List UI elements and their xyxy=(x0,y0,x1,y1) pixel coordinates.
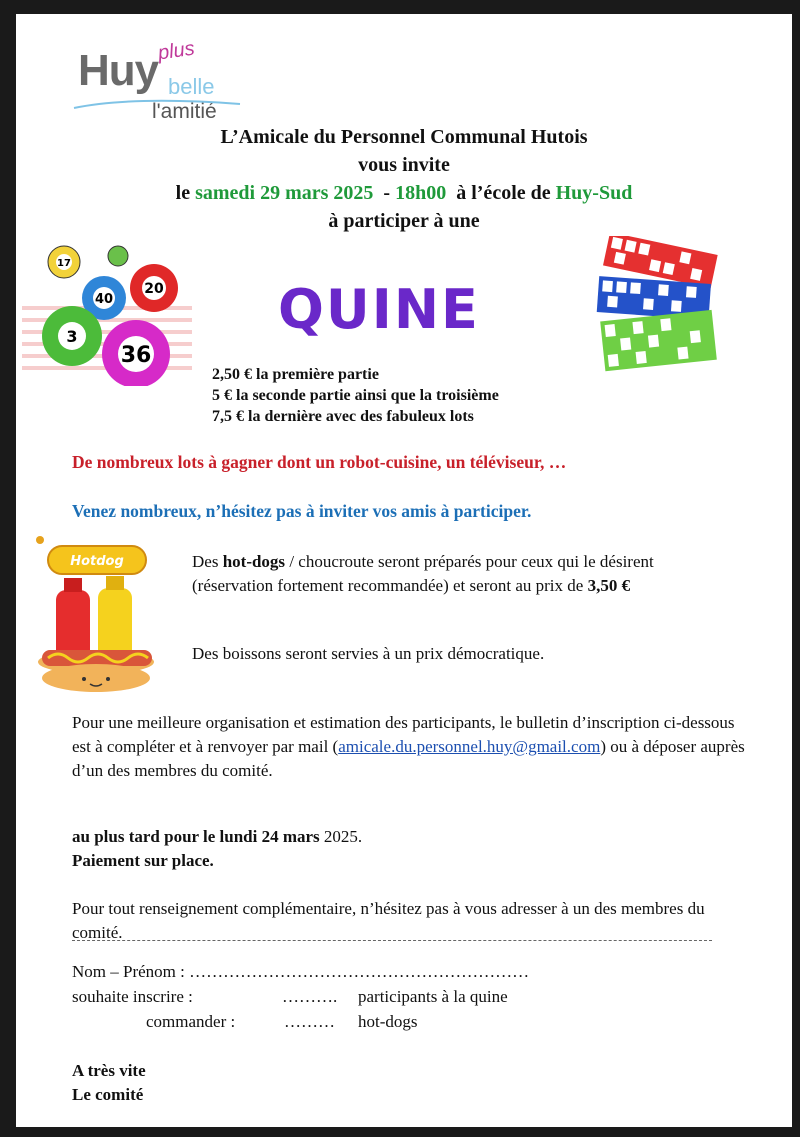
contact-info: Pour tout renseignement complémentaire, n’hésitez pas à vous adresser à un des membres du comité. xyxy=(72,899,705,942)
registration-info xyxy=(72,711,752,783)
email-link[interactable]: amicale.du.personnel.huy@gmail.com xyxy=(338,737,601,756)
logo-plus-text: plus xyxy=(156,37,196,65)
food-price: 3,50 € xyxy=(587,576,631,595)
price-item: 2,50 € la première partie xyxy=(212,366,379,383)
logo-swoosh-icon xyxy=(72,94,242,114)
date-separator: - xyxy=(373,182,396,204)
food-text-mid: / choucroute seront préparés pour ceux qui le désirent (réservation fortement recommandée) et seront au prix de xyxy=(192,552,654,595)
organizer-title: L’Amicale du Personnel Communal Hutois xyxy=(220,126,588,148)
logo-amitie-text: l'amitié xyxy=(152,100,217,123)
signoff xyxy=(72,1059,146,1107)
cut-line-divider xyxy=(72,940,712,941)
form-name-field[interactable]: …………………………………………………… xyxy=(189,962,530,981)
prizes-line: De nombreux lots à gagner dont un robot-cuisine, un téléviseur, … xyxy=(72,452,567,472)
logo-huy-text: Huy xyxy=(78,46,159,95)
form-register-text: participants à la quine xyxy=(358,987,508,1006)
event-title: QUINE xyxy=(278,278,480,341)
bingo-cards-icon xyxy=(584,236,724,376)
invitation-line: Venez nombreux, n’hésitez pas à inviter vos amis à participer. xyxy=(72,501,532,521)
deadline-line xyxy=(72,825,362,849)
event-place: Huy-Sud xyxy=(555,182,633,204)
registration-text: Pour une meilleure organisation et estimation des participants, le bulletin d’inscription ci-dessous est à compléter et à renvoyer par mail ( xyxy=(72,713,735,756)
ball-label: 17 xyxy=(57,258,71,269)
food-highlight: hot-dogs xyxy=(222,552,286,571)
signoff-signature: Le comité xyxy=(72,1085,144,1104)
event-date-line xyxy=(16,182,792,205)
ball-label: 3 xyxy=(66,327,78,346)
price-list xyxy=(212,364,499,427)
form-order-text: hot-dogs xyxy=(358,1012,418,1031)
hotdog-icon xyxy=(34,534,164,699)
form-register-field[interactable]: ………. xyxy=(282,987,338,1006)
food-info xyxy=(192,550,732,598)
invite-line: vous invite xyxy=(358,154,450,176)
signoff-line: A très vite xyxy=(72,1061,146,1080)
form-name-row xyxy=(72,962,529,982)
date-prefix: le xyxy=(175,182,196,204)
drinks-info: Des boissons seront servies à un prix démocratique. xyxy=(192,644,545,663)
form-register-label: souhaite inscrire : xyxy=(72,987,193,1006)
flyer-page xyxy=(16,14,792,1127)
registration-text-end: ) ou à déposer auprès d’un des membres du comité. xyxy=(72,737,745,780)
deadline-year: 2025. xyxy=(323,827,363,846)
event-date: samedi 29 mars 2025 xyxy=(195,182,374,204)
event-time: 18h00 xyxy=(395,182,447,204)
price-item: 5 € la seconde partie ainsi que la troisième xyxy=(212,387,499,404)
form-name-label: Nom – Prénom : xyxy=(72,962,190,981)
food-text-pre: Des xyxy=(192,552,223,571)
ball-label: 36 xyxy=(120,343,152,368)
deadline-text: au plus tard pour le lundi 24 mars xyxy=(72,827,324,846)
participate-line: à participer à une xyxy=(328,210,480,232)
price-item: 7,5 € la dernière avec des fabuleux lots xyxy=(212,408,474,425)
hotdog-sticker-text: Hotdog xyxy=(70,554,124,569)
form-order-field[interactable]: ……… xyxy=(284,1012,335,1031)
ball-label: 40 xyxy=(94,292,114,307)
payment-line: Paiement sur place. xyxy=(72,851,214,870)
ball-label: 20 xyxy=(144,281,164,297)
logo-belle-text: belle xyxy=(168,74,215,99)
lottery-balls-icon xyxy=(16,236,196,386)
deadline-block xyxy=(72,825,362,873)
form-order-label: commander : xyxy=(146,1012,236,1031)
place-prefix: à l’école de xyxy=(446,182,556,204)
